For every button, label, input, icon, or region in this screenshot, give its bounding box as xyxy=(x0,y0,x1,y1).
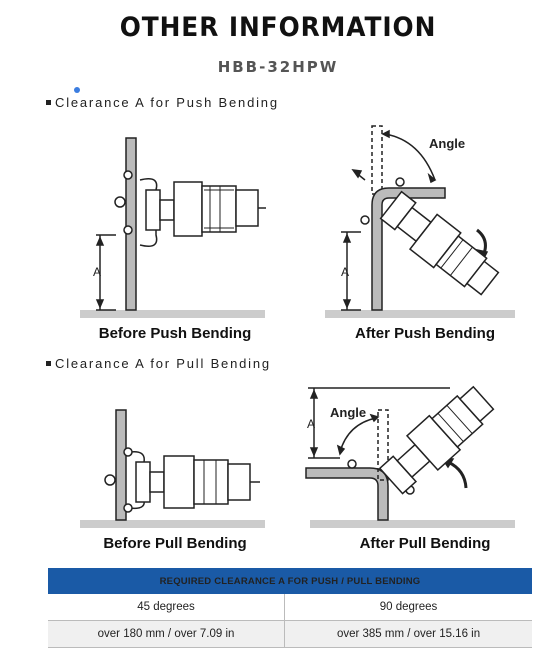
before-push-bending-diagram xyxy=(80,120,280,320)
page-title: OTHER INFORMATION xyxy=(119,12,437,43)
dim-label-before-push: A xyxy=(93,265,102,279)
blue-dot-marker xyxy=(74,87,80,93)
dim-label-after-pull: A xyxy=(307,417,316,431)
section-label-pull: Clearance A for Pull Bending xyxy=(55,356,271,371)
dim-label-after-push: A xyxy=(341,265,350,279)
section-heading-pull xyxy=(46,356,271,371)
model-number: HBB-32HPW xyxy=(217,58,339,76)
section-heading-push xyxy=(46,95,279,110)
caption-after-push: After Push Bending xyxy=(354,325,495,342)
caption-before-pull: Before Pull Bending xyxy=(103,535,247,552)
section-label-push: Clearance A for Push Bending xyxy=(55,95,279,110)
table-header-row xyxy=(48,568,532,594)
bullet-square-icon xyxy=(46,100,51,105)
angle-label-after-push: Angle xyxy=(429,136,466,151)
clearance-table xyxy=(48,568,532,648)
table-cell-angle-45: 45 degrees xyxy=(48,594,285,621)
caption-after-pull: After Pull Bending xyxy=(359,535,491,552)
table-cell-value-90: over 385 mm / over 15.16 in xyxy=(285,621,532,648)
angle-label-after-pull: Angle xyxy=(330,405,367,420)
table-row xyxy=(48,621,532,648)
table-header: REQUIRED CLEARANCE A FOR PUSH / PULL BENDING xyxy=(159,575,421,587)
after-pull-bending-diagram xyxy=(300,380,535,530)
table-cell-value-45: over 180 mm / over 7.09 in xyxy=(48,621,285,648)
table-row xyxy=(48,594,532,621)
caption-before-push: Before Push Bending xyxy=(98,325,252,342)
table-cell-angle-90: 90 degrees xyxy=(285,594,532,621)
bullet-square-icon xyxy=(46,361,51,366)
before-pull-bending-diagram xyxy=(80,380,280,530)
after-push-bending-diagram xyxy=(325,120,535,320)
